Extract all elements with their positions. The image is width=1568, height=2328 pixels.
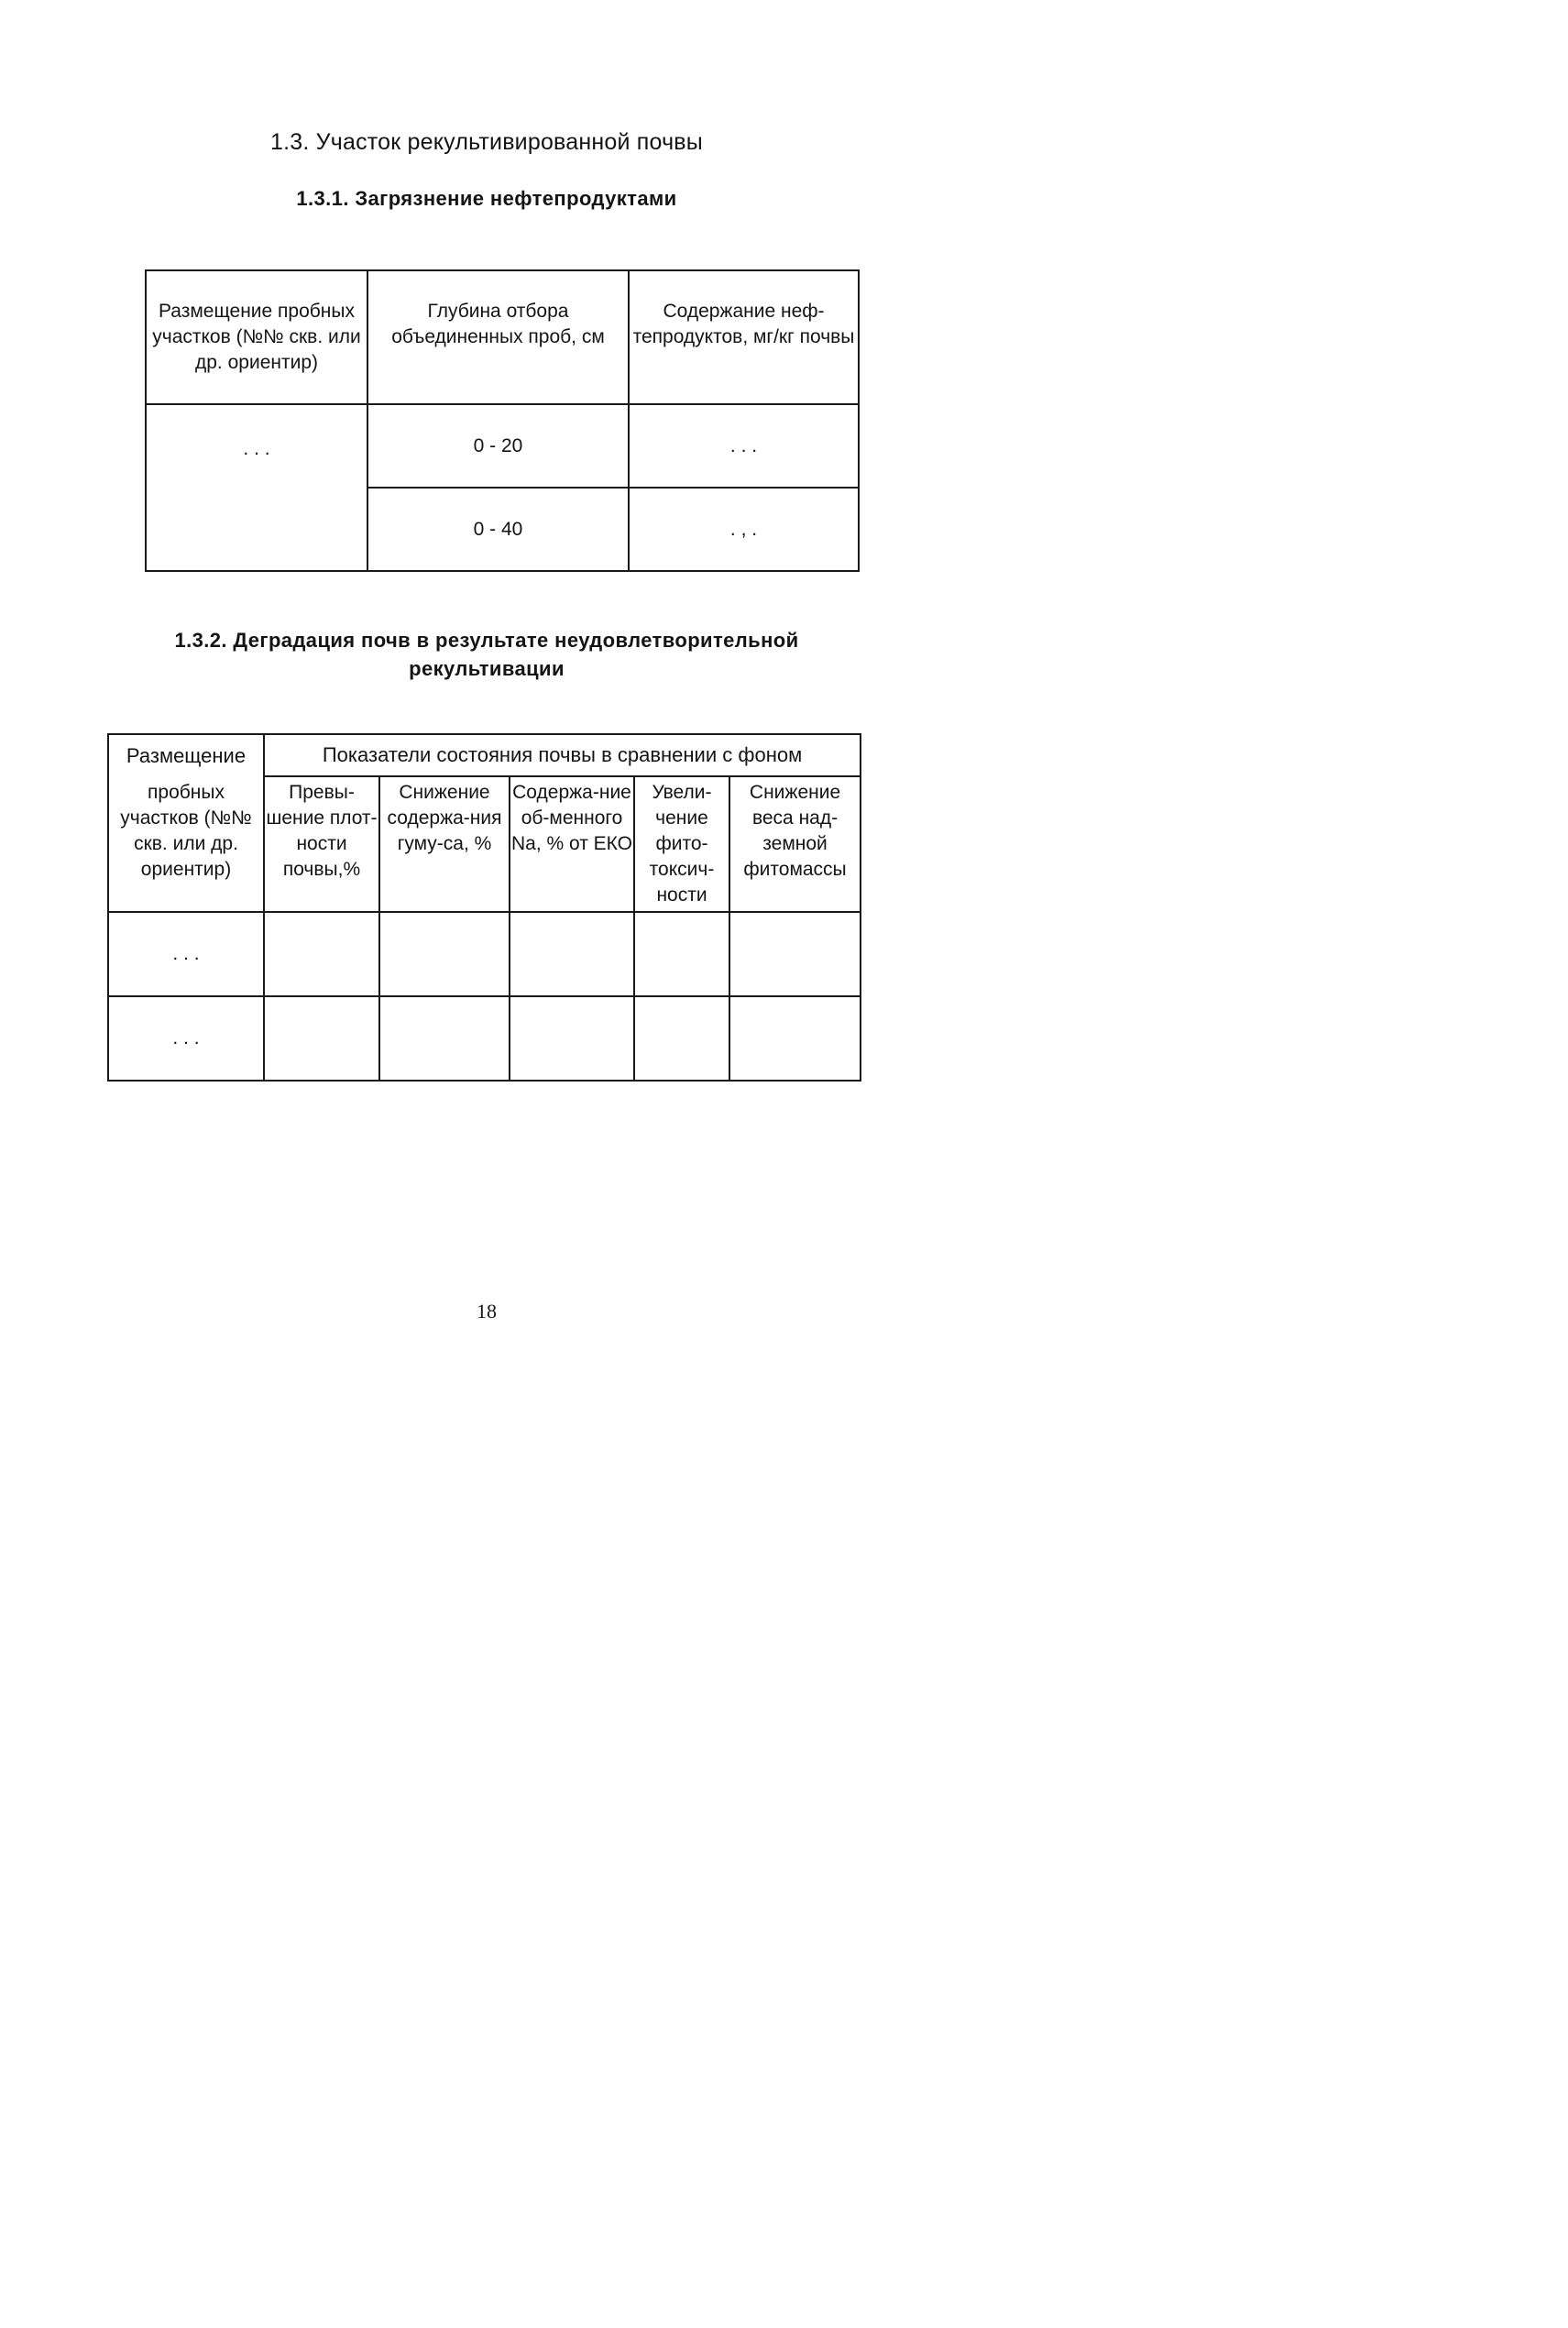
header-placement-top: Размещение (108, 734, 264, 776)
empty-cell (634, 996, 729, 1081)
header-sodium-content: Содержа-ние об-менного Na, % от ЕКО (510, 776, 634, 912)
subsection-2-title-line-1: 1.3.2. Деградация почв в результате неудовлетворительной (174, 629, 799, 652)
table-row (108, 912, 861, 996)
oil-contamination-table (145, 269, 860, 572)
subsection-2-title (0, 626, 973, 683)
empty-cell (510, 996, 634, 1081)
subsection-1-title: 1.3.1. Загрязнение нефтепродуктами (296, 187, 677, 210)
empty-cell (729, 912, 861, 996)
table-header-row (146, 270, 859, 404)
content-cell: . , . (629, 488, 859, 571)
section-title: 1.3. Участок рекультивированной почвы (270, 129, 703, 155)
depth-cell: 0 - 20 (367, 404, 629, 488)
placement-cell: . . . (108, 996, 264, 1081)
subsection-2-title-line-2: рекультивации (409, 657, 565, 680)
empty-cell (264, 996, 379, 1081)
table-row (146, 404, 859, 488)
header-density-increase: Превы-шение плот-ности почвы,% (264, 776, 379, 912)
empty-cell (634, 912, 729, 996)
header-sampling-depth: Глубина отбора объединенных проб, см (367, 270, 629, 404)
table-row (108, 996, 861, 1081)
empty-cell (379, 996, 510, 1081)
header-placement: Размещение пробных участков (№№ скв. или др. ориентир) (146, 270, 367, 404)
header-phytomass-decrease: Снижение веса над-земной фитомассы (729, 776, 861, 912)
placement-cell: . . . (108, 912, 264, 996)
empty-cell (729, 996, 861, 1081)
content-cell: . . . (629, 404, 859, 488)
page-number: 18 (477, 1300, 497, 1323)
header-placement-rest: пробных участков (№№ скв. или др. ориентир) (108, 776, 264, 912)
header-phytotoxicity-increase: Увели-чение фито-токсич-ности (634, 776, 729, 912)
header-indicators-group: Показатели состояния почвы в сравнении с фоном (264, 734, 861, 776)
placement-cell: . . . (146, 404, 367, 571)
empty-cell (379, 912, 510, 996)
soil-degradation-table (107, 733, 861, 1082)
header-oil-content: Содержание неф-тепродуктов, мг/кг почвы (629, 270, 859, 404)
depth-cell: 0 - 40 (367, 488, 629, 571)
empty-cell (510, 912, 634, 996)
empty-cell (264, 912, 379, 996)
header-humus-decrease: Снижение содержа-ния гуму-са, % (379, 776, 510, 912)
